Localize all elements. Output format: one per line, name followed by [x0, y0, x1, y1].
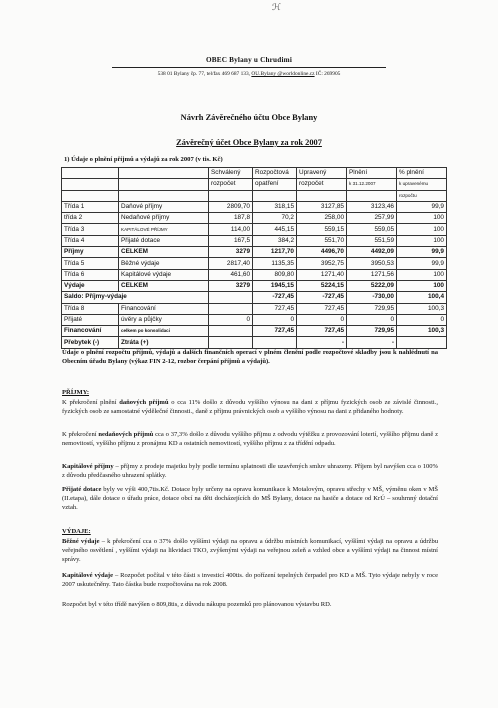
table-cell: 1945,15 [253, 280, 297, 291]
budget-table-body [62, 168, 447, 349]
letterhead-divider [112, 67, 386, 68]
table-header-row [62, 190, 447, 201]
table-cell: Třída 3 [62, 224, 119, 235]
table-cell: Přijaté dotace [119, 235, 209, 246]
table-cell: Saldo: Příjmy-výdaje [62, 292, 209, 303]
income-paragraph-tax [62, 398, 438, 416]
table-cell: 0 [209, 314, 253, 325]
table-cell: 100 [397, 213, 447, 224]
emphasis: Kapitálové výdaje [62, 572, 114, 579]
table-cell: 0 [253, 314, 297, 325]
table-cell: Třída 1 [62, 201, 119, 212]
table-cell: k 31.12.2007 [347, 179, 397, 190]
text: cca o 37,3% došlo z důvodu vyššího příjmu z odvodu výtěžku z provozování loterií, vyššího příjmu daně z nemovitostí, vyššího příjmu z pronájmu KD a ostatních nemovitostí, vyššího příjmu z za třídění odpadu. [62, 431, 439, 448]
table-cell: 114,00 [209, 224, 253, 235]
table-cell: 258,00 [297, 213, 347, 224]
table-cell: 100 [397, 235, 447, 246]
table-row [62, 337, 447, 348]
table-cell: 2809,70 [209, 201, 253, 212]
table-cell: 384,2 [253, 235, 297, 246]
table-row [62, 303, 447, 314]
table-cell: 551,59 [347, 235, 397, 246]
table-cell: 100,4 [397, 292, 447, 303]
handwritten-mark: ℋ [272, 2, 281, 12]
table-cell: Třída 8 [62, 303, 119, 314]
table-cell: Kapitálové výdaje [119, 269, 209, 280]
table-cell: 727,45 [297, 326, 347, 337]
document-title: Návrh Závěrečného účtu Obce Bylany [180, 113, 318, 122]
table-cell: Ztráta (+) [119, 337, 209, 348]
table-cell: úvěry a půjčky [119, 314, 209, 325]
expenses-heading: VÝDAJE: [62, 528, 91, 535]
table-cell: 5224,15 [297, 280, 347, 291]
table-row [62, 280, 447, 291]
table-cell [297, 190, 347, 201]
table-row [62, 326, 447, 337]
table-cell: 1271,56 [347, 269, 397, 280]
table-cell: 461,60 [209, 269, 253, 280]
text: K překročení plnění [62, 399, 120, 406]
income-paragraph-capital [62, 462, 438, 480]
table-cell: Plnění [347, 168, 397, 179]
table-cell: CELKEM [119, 247, 209, 258]
table-row [62, 224, 447, 235]
table-cell: -727,45 [253, 292, 297, 303]
letterhead-org-name: OBEC Bylany u Chrudimi [205, 56, 293, 64]
table-cell: 3123,46 [347, 201, 397, 212]
table-cell [119, 179, 209, 190]
table-cell: Financování [119, 303, 209, 314]
text: o cca 11% došlo z důvodu vyššího výnosu na dani z příjmu fyzických osob ze závislé činnosti., fyzických osob ze samostatné výdělečné činnosti., daně z příjmu právnických osob a vyššího výnosu na dani z přidaného hodnoty. [62, 399, 438, 416]
table-row [62, 213, 447, 224]
table-cell: 1135,35 [253, 258, 297, 269]
table-row [62, 247, 447, 258]
table-cell: Běžné výdaje [119, 258, 209, 269]
table-cell: rozpočtu [397, 190, 447, 201]
table-cell: 3127,85 [297, 201, 347, 212]
table-cell: 100 [397, 224, 447, 235]
table-cell: 100,3 [397, 303, 447, 314]
table-cell: 445,15 [253, 224, 297, 235]
address-text: 538 01 Bylany čp. 77, tel/fax 469 687 133, [157, 71, 252, 77]
table-cell: Daňové příjmy [119, 201, 209, 212]
table-cell [397, 337, 447, 348]
table-cell: rozpočet [209, 179, 253, 190]
table-cell: 3950,53 [347, 258, 397, 269]
table-cell: 5222,09 [347, 280, 397, 291]
table-row [62, 292, 447, 303]
expenses-paragraph-current [62, 537, 438, 564]
budget-table [61, 167, 447, 349]
table-cell [119, 168, 209, 179]
table-cell: 99,9 [397, 201, 447, 212]
table-cell [62, 179, 119, 190]
table-cell: celkem po konsolidaci [119, 326, 209, 337]
table-cell: % plnění [397, 168, 447, 179]
text: – Rozpočet počítal v této části s investicí 400tis. do pořízení tepelných čerpadel pro KD a MŠ. Tyto výdaje nebyly v roce 2007 uskutečněny. Tato částka bude rozpočtována na rok 2008. [62, 572, 438, 589]
table-cell: - [347, 337, 397, 348]
table-row [62, 258, 447, 269]
table-cell [209, 337, 253, 348]
table-cell [253, 190, 297, 201]
table-cell: 559,05 [347, 224, 397, 235]
expenses-paragraph-land: Rozpočet byl v této třídě navýšen o 809,8tis, z důvodu nákupu pozemků pro plánovanou výstavbu RD. [62, 601, 332, 608]
table-cell: Upravený [297, 168, 347, 179]
emphasis: Běžné výdaje [62, 538, 100, 545]
table-header-row [62, 179, 447, 190]
table-cell: 0 [347, 314, 397, 325]
table-cell [119, 190, 209, 201]
table-cell: Příjmy [62, 247, 119, 258]
table-cell: 167,5 [209, 235, 253, 246]
table-cell: 1217,70 [253, 247, 297, 258]
table-cell: 99,9 [397, 247, 447, 258]
table-cell: k upravenému [397, 179, 447, 190]
table-cell: -730,00 [347, 292, 397, 303]
table-cell: 3279 [209, 280, 253, 291]
table-cell: 559,15 [297, 224, 347, 235]
table-cell: Rozpočtová [253, 168, 297, 179]
table-cell: 729,95 [347, 326, 397, 337]
table-cell [62, 190, 119, 201]
expenses-paragraph-capital [62, 571, 438, 589]
income-paragraph-grants [62, 485, 438, 512]
table-row [62, 235, 447, 246]
table-cell: 99,9 [397, 258, 447, 269]
income-paragraph-nontax [62, 430, 438, 448]
table-row [62, 201, 447, 212]
emphasis: nedaňových příjmů [98, 431, 154, 438]
table-cell: Financování [62, 326, 119, 337]
text: – příjmy z prodeje majetku byly podle termínu splatnosti dle uzavřených smluv uhrazeny. Příjem byl navýšen cca o 100% z důvodu předčasného uhrazení splátky. [62, 463, 438, 480]
table-cell: 4492,09 [347, 247, 397, 258]
emphasis: daňových příjmů [119, 399, 169, 406]
table-cell: CELKEM [119, 280, 209, 291]
table-cell: 551,70 [297, 235, 347, 246]
table-cell: 0 [397, 314, 447, 325]
table-cell: 1271,40 [297, 269, 347, 280]
emphasis: Přijaté dotace [62, 486, 102, 493]
table-cell: 318,15 [253, 201, 297, 212]
table-cell: Třída 4 [62, 235, 119, 246]
table-cell [209, 303, 253, 314]
table-cell: KAPITÁLOVÉ PŘÍJMY [119, 224, 209, 235]
text: byly ve výši 400,7tis.Kč. Dotace byly určeny na opravu komunikace k Motalovým, opravu střechy v MŠ, výměnu oken v MŠ (II.etapa), dále dotace o úřadu práce, dotace obcí na děti docházejících do MŠ Bylany, dotace na hasiče a dotace od KrÚ – souhrnný dotační vztah. [62, 486, 438, 512]
table-cell: 100 [397, 280, 447, 291]
table-cell: 2817,40 [209, 258, 253, 269]
table-cell: 727,45 [253, 326, 297, 337]
table-cell: 257,99 [347, 213, 397, 224]
income-heading: PŘÍJMY: [62, 389, 90, 396]
table-cell [209, 190, 253, 201]
text: – k překročení cca o 37% došlo vyššími výdaji na opravu a údržbu místních komunikací, vyššími výdaji na opravu a údržbu veřejného osvětlení , vyššími výdaji na likvidaci TKO, zvýšenými výdaji na veřejnou zeleň a vzhled obce a vyššími výdaji na činnost místní správy. [62, 538, 438, 564]
table-cell: Třída 5 [62, 258, 119, 269]
email-link[interactable]: OU.Bylany @worldonline.cz [251, 71, 315, 77]
table-cell: Nedaňové příjmy [119, 213, 209, 224]
ic-text: IČ: 269905 [314, 71, 341, 77]
table-cell: 727,45 [253, 303, 297, 314]
table-cell [209, 292, 253, 303]
table-cell: 70,2 [253, 213, 297, 224]
table-row [62, 314, 447, 325]
table-cell [347, 190, 397, 201]
letterhead-address [0, 71, 498, 77]
table-cell: 187,8 [209, 213, 253, 224]
table-cell: -727,45 [297, 292, 347, 303]
table-header-row [62, 168, 447, 179]
emphasis: Kapitálové příjmy [62, 463, 114, 470]
table-cell: 3279 [209, 247, 253, 258]
text: K překročení [62, 431, 99, 438]
table-cell: rozpočet [297, 179, 347, 190]
table-cell: 727,45 [297, 303, 347, 314]
table-note: Údaje o plnění rozpočtu příjmů, výdajů a dalších finančních operací v plném členění podle rozpočtové skladby jsou k nahlédnutí na Obecním úřadu Bylany (výkaz FIN 2-12, rozbor čerpání příjmů a výdajů). [62, 349, 438, 366]
table-cell: 4496,70 [297, 247, 347, 258]
table-cell: 100 [397, 269, 447, 280]
table-cell [209, 326, 253, 337]
table-cell: třída 2 [62, 213, 119, 224]
table-cell: 0 [297, 314, 347, 325]
table-cell [253, 337, 297, 348]
document-subtitle: Závěrečný účet Obce Bylany za rok 2007 [176, 138, 322, 147]
table-cell: Přijaté [62, 314, 119, 325]
table-cell: Výdaje [62, 280, 119, 291]
section-heading-budget: 1) Údaje o plnění příjmů a výdajů za rok 2007 (v tis. Kč) [64, 156, 223, 163]
table-row [62, 269, 447, 280]
table-cell: 809,80 [253, 269, 297, 280]
table-cell: 100,3 [397, 326, 447, 337]
table-cell: 3952,75 [297, 258, 347, 269]
table-cell: Schválený [209, 168, 253, 179]
table-cell [62, 168, 119, 179]
table-cell: - [297, 337, 347, 348]
table-cell: Přebytek (-) [62, 337, 119, 348]
table-cell: 729,95 [347, 303, 397, 314]
table-cell: opatření [253, 179, 297, 190]
table-cell: Třída 6 [62, 269, 119, 280]
